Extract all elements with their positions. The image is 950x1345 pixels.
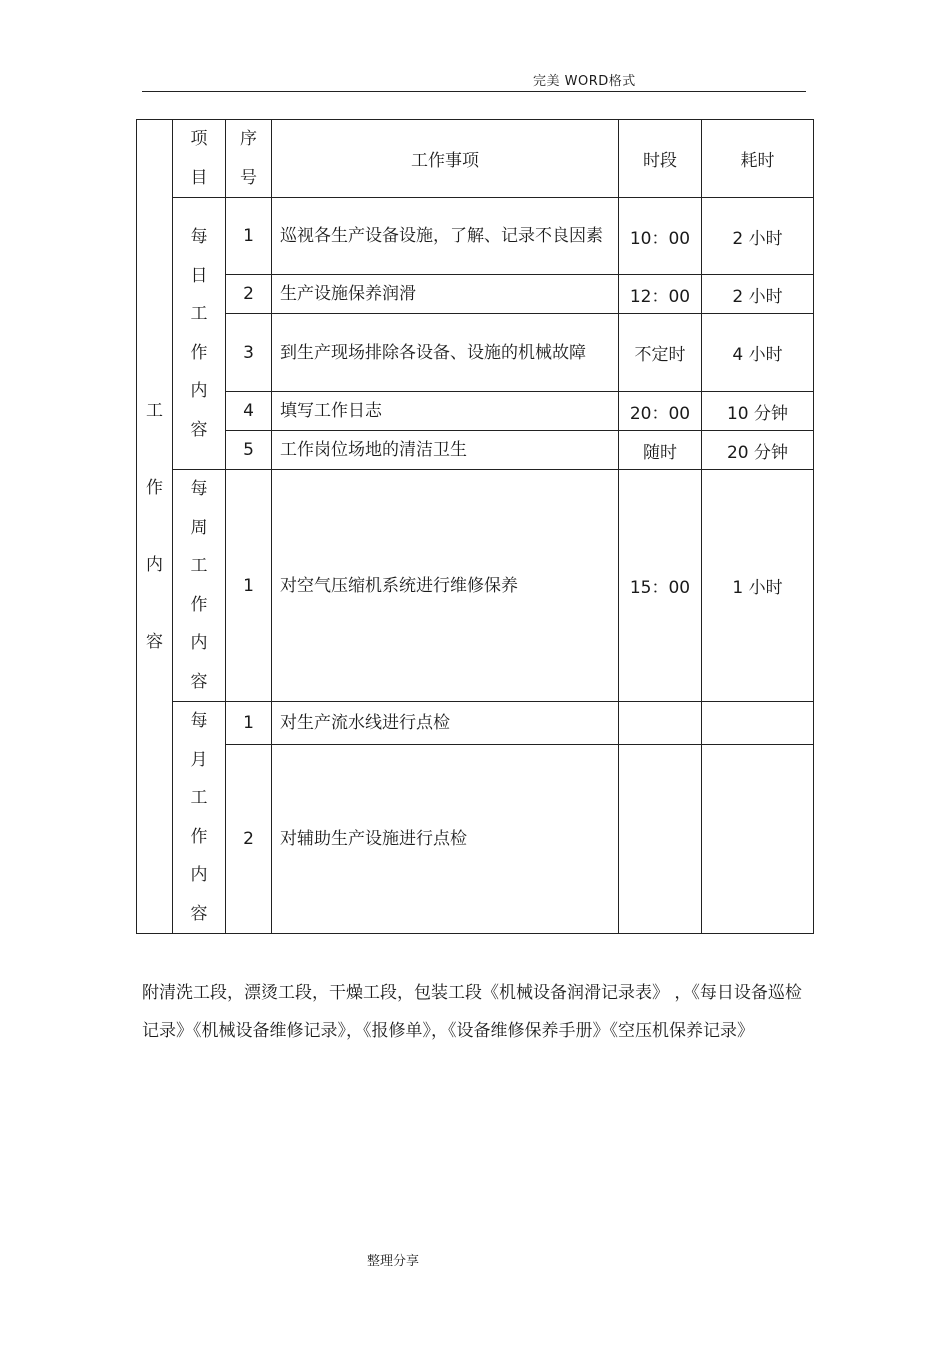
table-row <box>137 470 814 702</box>
header-duration: 耗时 <box>702 120 814 198</box>
table-row <box>137 702 814 745</box>
duration-cell: 10 分钟 <box>702 392 814 431</box>
table-header-row <box>137 120 814 198</box>
time-cell: 不定时 <box>619 314 702 392</box>
weekly-label-cell <box>173 470 226 702</box>
time-cell: 15：00 <box>619 470 702 702</box>
seq-cell: 1 <box>226 198 272 275</box>
task-cell: 对辅助生产设施进行点检 <box>272 745 619 934</box>
task-cell: 对生产流水线进行点检 <box>272 702 619 745</box>
duration-cell: 2 小时 <box>702 198 814 275</box>
monthly-label: 每月工作内容 <box>190 711 208 924</box>
header-item: 项目 <box>190 129 208 188</box>
table-row <box>137 431 814 470</box>
task-cell: 生产设施保养润滑 <box>272 275 619 314</box>
header-seq: 序号 <box>240 129 257 188</box>
seq-cell: 2 <box>226 275 272 314</box>
time-cell: 12：00 <box>619 275 702 314</box>
table-row <box>137 392 814 431</box>
task-cell: 填写工作日志 <box>272 392 619 431</box>
duration-cell <box>702 745 814 934</box>
table-row <box>137 745 814 934</box>
outer-section-label: 工作内容 <box>146 400 163 652</box>
header-item-cell <box>173 120 226 198</box>
task-cell: 巡视各生产设备设施，了解、记录不良因素 <box>272 198 619 275</box>
task-cell: 对空气压缩机系统进行维修保养 <box>272 470 619 702</box>
duration-cell: 20 分钟 <box>702 431 814 470</box>
seq-cell: 1 <box>226 470 272 702</box>
table-row <box>137 275 814 314</box>
duration-cell: 4 小时 <box>702 314 814 392</box>
header-seq-cell <box>226 120 272 198</box>
duration-cell: 2 小时 <box>702 275 814 314</box>
duration-cell: 1 小时 <box>702 470 814 702</box>
seq-cell: 4 <box>226 392 272 431</box>
daily-label: 每日工作内容 <box>190 227 208 440</box>
task-cell: 到生产现场排除各设备、设施的机械故障 <box>272 314 619 392</box>
table-row <box>137 198 814 275</box>
header-divider <box>142 91 806 92</box>
weekly-label: 每周工作内容 <box>190 479 208 692</box>
task-cell: 工作岗位场地的清洁卫生 <box>272 431 619 470</box>
outer-section-label-cell <box>137 120 173 934</box>
header-task: 工作事项 <box>272 120 619 198</box>
time-cell <box>619 702 702 745</box>
time-cell <box>619 745 702 934</box>
duration-cell <box>702 702 814 745</box>
seq-cell: 2 <box>226 745 272 934</box>
header-time: 时段 <box>619 120 702 198</box>
page-header-text: 完美 WORD格式 <box>533 74 636 89</box>
work-content-table <box>136 119 814 934</box>
time-cell: 随时 <box>619 431 702 470</box>
daily-label-cell <box>173 198 226 470</box>
monthly-label-cell <box>173 702 226 934</box>
time-cell: 10：00 <box>619 198 702 275</box>
seq-cell: 1 <box>226 702 272 745</box>
time-cell: 20：00 <box>619 392 702 431</box>
seq-cell: 5 <box>226 431 272 470</box>
table-row <box>137 314 814 392</box>
page-footer-text: 整理分享 <box>367 1254 420 1269</box>
footnote-paragraph: 附清洗工段，漂烫工段，干燥工段，包装工段《机械设备润滑记录表》 ，《每日设备巡检记录》《机械设备维修记录》，《报修单》，《设备维修保养手册》《空压机保养记录》 <box>142 983 802 1041</box>
seq-cell: 3 <box>226 314 272 392</box>
